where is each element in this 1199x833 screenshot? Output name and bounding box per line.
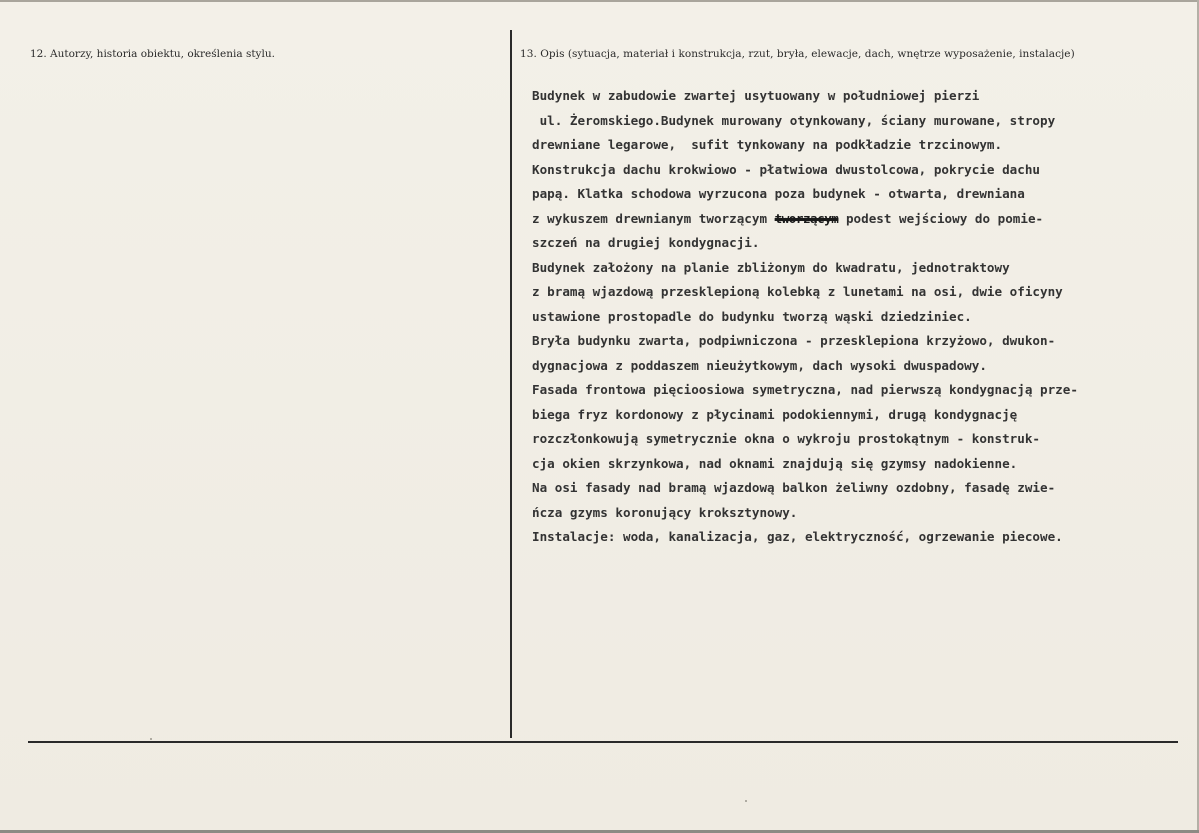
text-line: Konstrukcja dachu krokwiowo - płatwiowa dwustolcowa, pokrycie dachu: [532, 161, 1040, 177]
struck-out-word: tworzącym: [774, 210, 839, 226]
text-line: dygnacjowa z poddaszem nieużytkowym, dach wysoki dwuspadowy.: [532, 357, 987, 373]
text-line: rozczłonkowują symetrycznie okna o wykroju prostokątnym - konstruk-: [532, 431, 1040, 446]
text-line: Fasada frontowa pięcioosiowa symetryczna, nad pierwszą kondygnacją prze-: [532, 382, 1078, 397]
description-text: [532, 84, 1172, 550]
text-line: ul. Żeromskiego.Budynek murowany otynkowany, ściany murowane, stropy: [532, 112, 1056, 128]
text-fragment: z wykuszem drewnianym tworzącym: [532, 210, 775, 226]
text-line: Instalacje: woda, kanalizacja, gaz, elektryczność, ogrzewanie piecowe.: [532, 529, 1063, 544]
column-divider: [510, 30, 512, 738]
text-line: Bryła budynku zwarta, podpiwniczona - przesklepiona krzyżowo, dwukon-: [532, 333, 1056, 348]
text-fragment: podest wejściowy do pomie-: [838, 210, 1044, 226]
text-line: z bramą wjazdową przesklepioną kolebką z lunetami na osi, dwie oficyny: [532, 284, 1063, 299]
text-line-with-strike: [532, 207, 1172, 232]
text-line: Na osi fasady nad bramą wjazdową balkon żeliwny ozdobny, fasadę zwie-: [532, 480, 1056, 495]
bottom-rule: [28, 741, 1178, 743]
paper-speck: [150, 738, 152, 740]
text-line: ustawione prostopadle do budynku tworzą wąski dziedziniec.: [532, 308, 972, 324]
text-line: drewniane legarowe, sufit tynkowany na podkładzie trzcinowym.: [532, 137, 1003, 152]
top-edge: [0, 0, 1199, 2]
text-line: szczeń na drugiej kondygnacji.: [532, 235, 760, 250]
paper-speck: [745, 800, 747, 802]
text-line: ńcza gzyms koronujący krokszty​nowy.: [532, 504, 798, 520]
text-line: biega fryz kordonowy z płycinami podokiennymi, drugą kondygnację: [532, 406, 1018, 422]
text-line: Budynek założony na planie zbliżonym do kwadratu, jednotraktowy: [532, 259, 1010, 275]
field-12-label: 12. Autorzy, historia obiektu, określenia stylu.: [30, 48, 275, 60]
text-line: papą. Klatka schodowa wyrzucona poza budynek - otwarta, drewniana: [532, 186, 1025, 201]
text-line: Budynek w zabudowie zwartej usytuowany w południowej pierzi: [532, 88, 980, 103]
field-13-label: 13. Opis (sytuacja, materiał i konstrukcja, rzut, bryła, elewacje, dach, wnętrze wyposażenie, instalacje): [520, 48, 1075, 60]
text-line: cja okien skrzynkowa, nad oknami znajdują się gzymsy nadokienne.: [532, 455, 1018, 471]
